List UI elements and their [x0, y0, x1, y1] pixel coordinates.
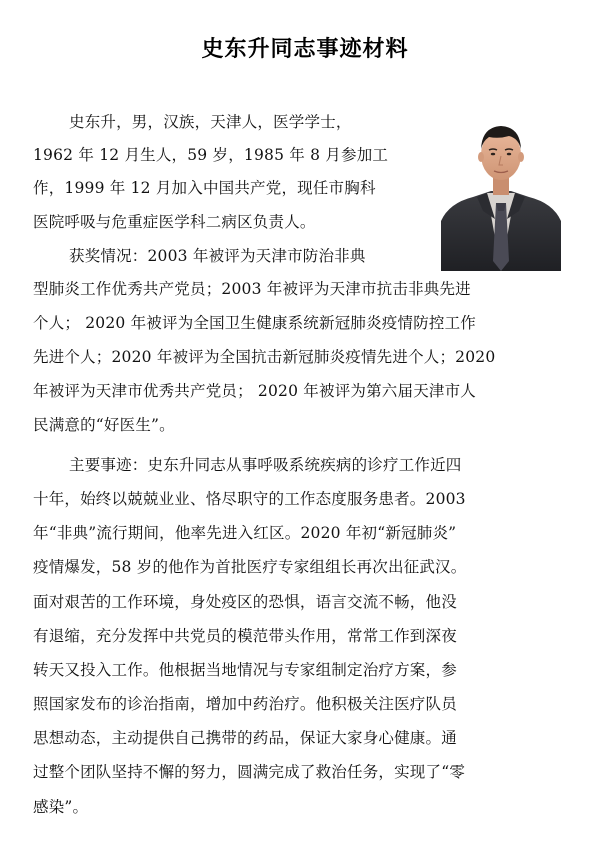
- text-line: 型肺炎工作优秀共产党员；2003 年被评为天津市抗击非典先进: [33, 280, 471, 298]
- text-line: 年被评为天津市优秀共产党员； 2020 年被评为第六届天津市人: [33, 382, 477, 400]
- portrait-photo: [441, 111, 561, 271]
- text-line: 疫情爆发，58 岁的他作为首批医疗专家组组长再次出征武汉。: [33, 558, 467, 576]
- text-line: 转天又投入工作。他根据当地情况与专家组制定治疗方案，参: [33, 661, 457, 679]
- document-title: 史东升同志事迹材料: [201, 37, 409, 62]
- text-line: 年“非典”流行期间，他率先进入红区。2020 年初“新冠肺炎”: [33, 524, 457, 542]
- text-line: 有退缩，充分发挥中共党员的模范带头作用，常常工作到深夜: [33, 627, 457, 645]
- text-line: 思想动态，主动提供自己携带的药品，保证大家身心健康。通: [33, 729, 457, 747]
- text-line: 民满意的“好医生”。: [33, 416, 175, 434]
- text-line: 史东升，男，汉族，天津人，医学学士，: [69, 113, 352, 131]
- text-line: 医院呼吸与危重症医学科二病区负责人。: [33, 213, 316, 231]
- text-line: 先进个人；2020 年被评为全国抗击新冠肺炎疫情先进个人；2020: [33, 348, 496, 366]
- text-line: 个人； 2020 年被评为全国卫生健康系统新冠肺炎疫情防控工作: [33, 314, 477, 332]
- text-line: 照国家发布的诊治指南，增加中药治疗。他积极关注医疗队员: [33, 695, 457, 713]
- text-line: 面对艰苦的工作环境，身处疫区的恐惧，语言交流不畅，他没: [33, 593, 457, 611]
- text-line: 感染”。: [33, 798, 89, 816]
- text-line: 1962 年 12 月生人，59 岁，1985 年 8 月参加工: [33, 146, 389, 164]
- text-line: 过整个团队坚持不懈的努力，圆满完成了救治任务，实现了“零: [33, 763, 466, 781]
- text-line: 十年，始终以兢兢业业、恪尽职守的工作态度服务患者。2003: [33, 490, 466, 508]
- text-line: 获奖情况：2003 年被评为天津市防治非典: [69, 247, 366, 265]
- text-line: 作，1999 年 12 月加入中国共产党，现任市胸科: [33, 179, 376, 197]
- text-line: 主要事迹：史东升同志从事呼吸系统疾病的诊疗工作近四: [69, 456, 462, 474]
